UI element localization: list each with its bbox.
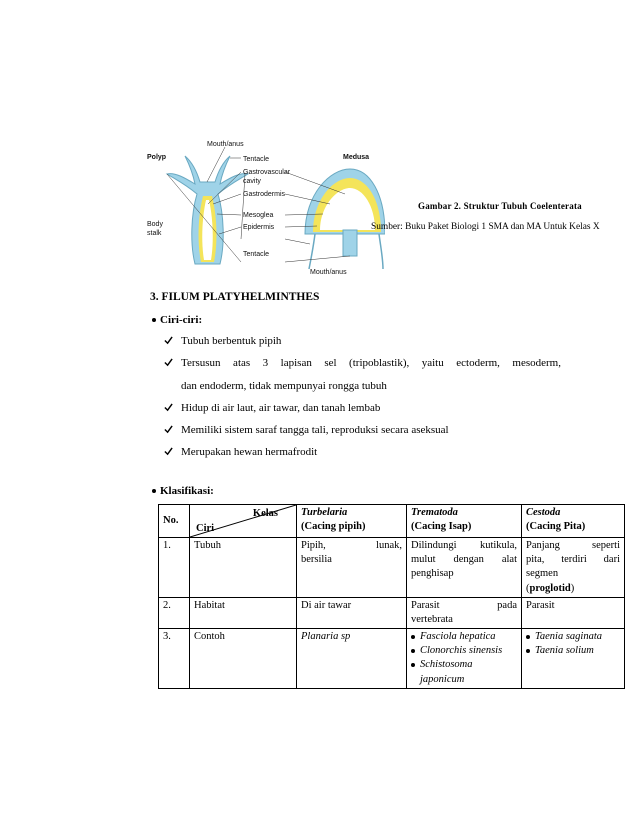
- header-turbelaria-sub: (Cacing pipih): [301, 521, 366, 533]
- ciri-item-text: Tersusun atas 3 lapisan sel (tripoblastik), yaitu ectoderm, mesoderm,: [181, 357, 561, 369]
- checkmark-icon: [164, 425, 173, 434]
- list-item: [411, 630, 517, 644]
- checkmark-icon: [164, 403, 173, 412]
- checkmark-icon: [164, 447, 173, 456]
- list-item: [526, 644, 620, 658]
- table-row: [159, 597, 625, 628]
- cell-turbelaria-species: Planaria sp: [301, 631, 351, 643]
- cell-cestoda: Panjang seperti pita, terdiri dari segmen (proglotid): [522, 538, 625, 598]
- ciri-item-text: Merupakan hewan hermafrodit: [181, 446, 318, 458]
- ciri-item: [164, 335, 281, 347]
- header-turbelaria: [297, 505, 407, 538]
- cell-turbelaria: [297, 629, 407, 689]
- header-kelas: Kelas: [252, 508, 278, 519]
- bullet-icon: [152, 489, 156, 493]
- checkmark-icon: [164, 358, 173, 367]
- header-trematoda-sub: (Cacing Isap): [411, 521, 472, 533]
- ciri-item-text: Memiliki sistem saraf tangga tali, reproduksi secara aseksual: [181, 424, 449, 436]
- checkmark-icon: [164, 336, 173, 345]
- label-mouth-anus-top: Mouth/anus: [207, 141, 244, 148]
- label-gastrovascular: Gastrovascular: [243, 169, 291, 176]
- species-name: Schistosoma japonicum: [420, 659, 473, 685]
- header-turbelaria-name: Turbelaria: [301, 507, 348, 518]
- label-tentacle-bottom: Tentacle: [243, 251, 270, 258]
- species-name: Fasciola hepatica: [420, 631, 496, 643]
- header-kelas-ciri: [190, 505, 297, 538]
- header-cestoda-name: Cestoda: [526, 507, 561, 518]
- cell-cestoda-bold: proglotid: [529, 582, 571, 594]
- label-polyp: Polyp: [147, 154, 167, 161]
- table-row: [159, 538, 625, 598]
- cell-no: 1.: [159, 538, 190, 598]
- list-item: [526, 630, 620, 644]
- cell-cestoda: [522, 629, 625, 689]
- figure-caption: Gambar 2. Struktur Tubuh Coelenterata: [418, 201, 582, 211]
- table-header-row: [159, 505, 625, 538]
- header-ciri: Ciri: [196, 522, 215, 534]
- section-heading: 3. FILUM PLATYHELMINTHES: [150, 291, 320, 303]
- cell-turbelaria: Pipih, lunak, bersilia: [297, 538, 407, 598]
- ciri-item: [164, 446, 317, 458]
- coelenterata-diagram: [145, 134, 385, 276]
- ciri-item-continuation: dan endoderm, tidak mempunyai rongga tubuh: [181, 380, 387, 392]
- cell-no: 3.: [159, 629, 190, 689]
- list-item: [411, 658, 517, 686]
- label-mouth-anus-bottom: Mouth/anus: [310, 269, 347, 276]
- cell-trematoda: Parasit pada vertebrata: [407, 597, 522, 628]
- bullet-icon: [411, 663, 415, 667]
- medusa-illustration: [305, 169, 385, 269]
- klasifikasi-title-text: Klasifikasi:: [160, 485, 214, 497]
- coelenterata-structure-figure: [145, 134, 385, 276]
- header-trematoda: [407, 505, 522, 538]
- figure-source: Sumber: Buku Paket Biologi 1 SMA dan MA Untuk Kelas X: [371, 222, 600, 232]
- ciri-item: [164, 357, 561, 369]
- label-tentacle-top: Tentacle: [243, 156, 270, 163]
- label-cavity: cavity: [243, 178, 261, 185]
- bullet-icon: [526, 635, 530, 639]
- ciri-item-text: Hidup di air laut, air tawar, dan tanah lembab: [181, 402, 381, 414]
- bullet-icon: [526, 649, 530, 653]
- header-cestoda: [522, 505, 625, 538]
- label-mesoglea: Mesoglea: [243, 212, 274, 219]
- table-row: [159, 629, 625, 689]
- ciri-title-text: Ciri-ciri:: [160, 314, 203, 326]
- bullet-icon: [411, 635, 415, 639]
- bullet-icon: [152, 318, 156, 322]
- label-stalk: stalk: [147, 230, 162, 237]
- list-item: [411, 644, 517, 658]
- klasifikasi-title: [152, 485, 214, 497]
- cell-ciri: Habitat: [190, 597, 297, 628]
- label-medusa: Medusa: [343, 154, 370, 161]
- bullet-icon: [411, 649, 415, 653]
- species-name: Clonorchis sinensis: [420, 645, 503, 657]
- species-name: Taenia saginata: [535, 631, 602, 643]
- label-body: Body: [147, 221, 163, 228]
- ciri-item: [164, 402, 380, 414]
- ciri-item: [164, 424, 449, 436]
- ciri-title: [152, 314, 202, 326]
- polyp-illustration: [167, 156, 248, 264]
- cell-cestoda: Parasit: [522, 597, 625, 628]
- ciri-item-text: Tubuh berbentuk pipih: [181, 335, 282, 347]
- species-name: Taenia solium: [535, 645, 594, 657]
- cell-no: 2.: [159, 597, 190, 628]
- label-epidermis: Epidermis: [243, 224, 275, 231]
- header-cestoda-sub: (Cacing Pita): [526, 521, 586, 533]
- cell-trematoda: Dilindungi kutikula, mulut dengan alat penghisap: [407, 538, 522, 598]
- cell-cestoda-text: Panjang seperti pita, terdiri dari segmen: [526, 540, 623, 580]
- label-gastrodermis: Gastrodermis: [243, 191, 286, 198]
- cell-ciri: Contoh: [190, 629, 297, 689]
- header-trematoda-name: Trematoda: [411, 507, 458, 518]
- cell-ciri: Tubuh: [190, 538, 297, 598]
- header-no: No.: [159, 505, 190, 538]
- cell-trematoda: [407, 629, 522, 689]
- cell-turbelaria: Di air tawar: [297, 597, 407, 628]
- classification-table: [158, 504, 625, 689]
